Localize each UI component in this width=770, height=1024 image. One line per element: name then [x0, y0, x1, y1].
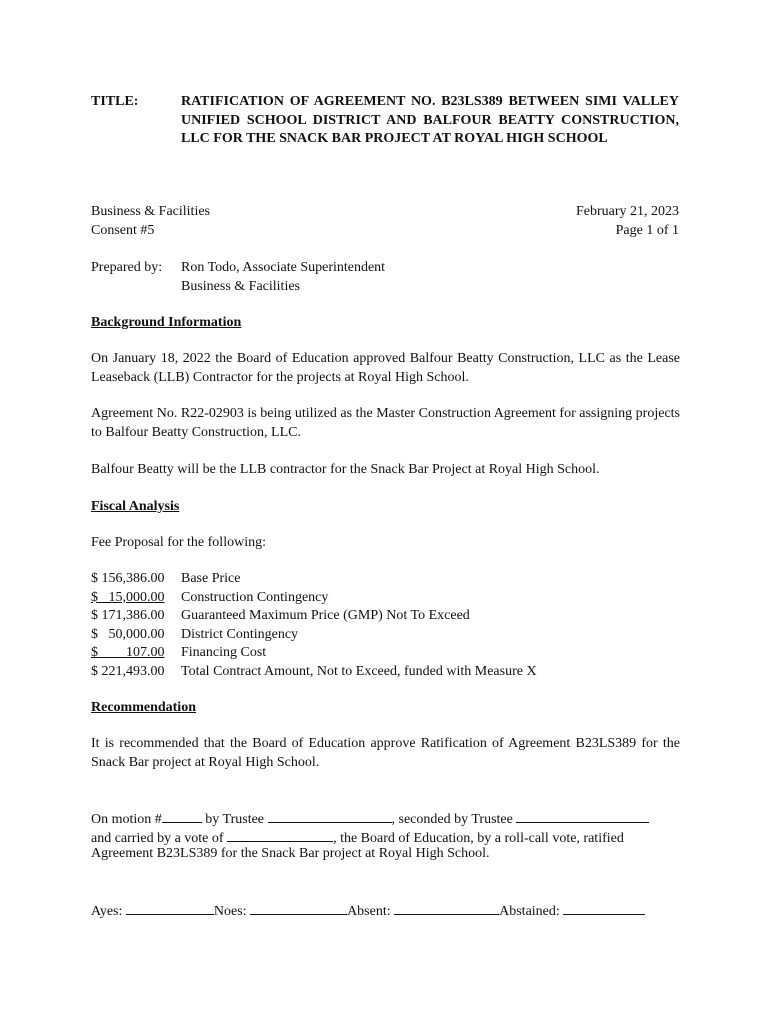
- fee-description: Total Contract Amount, Not to Exceed, funded with Measure X: [181, 663, 537, 679]
- background-paragraph-3: Balfour Beatty will be the LLB contractor for the Snack Bar Project at Royal High School.: [91, 462, 600, 477]
- meta-left: [91, 203, 210, 240]
- noes-blank[interactable]: [250, 900, 347, 915]
- preparer-name: Ron Todo, Associate Superintendent: [181, 260, 386, 275]
- trustee-label: by Trustee: [205, 812, 265, 827]
- motion-line-3: Agreement B23LS389 for the Snack Bar project at Royal High School.: [91, 846, 490, 861]
- fee-intro: Fee Proposal for the following:: [91, 535, 266, 550]
- recommendation-heading: Recommendation: [91, 700, 196, 715]
- vote-tally: [91, 900, 645, 922]
- fee-row: [91, 663, 537, 682]
- fee-amount: $ 156,386.00: [91, 571, 165, 586]
- fee-amount: $ 171,386.00: [91, 608, 165, 623]
- ayes-blank[interactable]: [126, 900, 214, 915]
- fee-description: District Contingency: [181, 626, 299, 642]
- fee-description: Base Price: [181, 571, 241, 586]
- seconded-label: , seconded by Trustee: [391, 812, 513, 827]
- fee-row: [91, 644, 266, 663]
- board-text: , the Board of Education, by a roll-call vote, ratified: [333, 830, 624, 846]
- fee-amount: $ 50,000.00: [91, 626, 165, 642]
- abstained-label: Abstained:: [499, 904, 560, 919]
- ayes-label: Ayes:: [91, 904, 123, 919]
- carried-label: and carried by a vote of: [91, 830, 224, 846]
- absent-label: Absent:: [347, 904, 391, 919]
- page-number: Page 1 of 1: [615, 222, 679, 238]
- fee-amount: $ 221,493.00: [91, 663, 165, 679]
- abstained-blank[interactable]: [563, 900, 645, 915]
- fee-row: [91, 626, 298, 645]
- fee-row: [91, 570, 240, 589]
- department: Business & Facilities: [91, 204, 210, 219]
- title-label: TITLE:: [91, 94, 139, 109]
- fiscal-heading: Fiscal Analysis: [91, 499, 180, 514]
- background-paragraph-1: On January 18, 2022 the Board of Education approved Balfour Beatty Construction, LLC as the Lease Leaseback (LLB) Contractor for the projects at Royal High School.: [91, 351, 680, 385]
- document-date: February 21, 2023: [575, 204, 679, 219]
- preparer-dept: Business & Facilities: [181, 278, 300, 294]
- vote-blank[interactable]: [227, 827, 333, 842]
- fee-description: Construction Contingency: [181, 589, 329, 605]
- meta-right: [576, 203, 679, 240]
- second-trustee-blank[interactable]: [516, 808, 649, 823]
- background-heading: Background Information: [91, 315, 242, 330]
- prepared-by-label: Prepared by:: [91, 260, 163, 275]
- fee-amount: $ 107.00: [91, 645, 165, 660]
- prepared-by: [181, 259, 385, 296]
- motion-number-blank[interactable]: [162, 808, 202, 823]
- noes-label: Noes:: [213, 904, 247, 919]
- trustee-blank[interactable]: [268, 808, 392, 823]
- fee-row: [91, 589, 328, 608]
- background-paragraph-2: Agreement No. R22-02903 is being utilized as the Master Construction Agreement for assigning projects to Balfour Beatty Construction, LLC.: [91, 406, 680, 440]
- fee-row: [91, 607, 470, 626]
- document-title: RATIFICATION OF AGREEMENT NO. B23LS389 BETWEEN SIMI VALLEY UNIFIED SCHOOL DISTRICT AND BALFOUR BEATTY CONSTRUCTION, LLC FOR THE SNACK BAR PROJECT AT ROYAL HIGH SCHOOL: [181, 94, 679, 146]
- fee-description: Guaranteed Maximum Price (GMP) Not To Exceed: [181, 608, 470, 623]
- consent-number: Consent #5: [91, 222, 155, 238]
- recommendation-text: It is recommended that the Board of Education approve Ratification of Agreement B23LS389 for the Snack Bar project at Royal High School.: [91, 736, 680, 770]
- absent-blank[interactable]: [394, 900, 499, 915]
- motion-label: On motion #: [91, 812, 162, 827]
- fee-amount: $ 15,000.00: [91, 589, 165, 605]
- fee-description: Financing Cost: [181, 645, 267, 660]
